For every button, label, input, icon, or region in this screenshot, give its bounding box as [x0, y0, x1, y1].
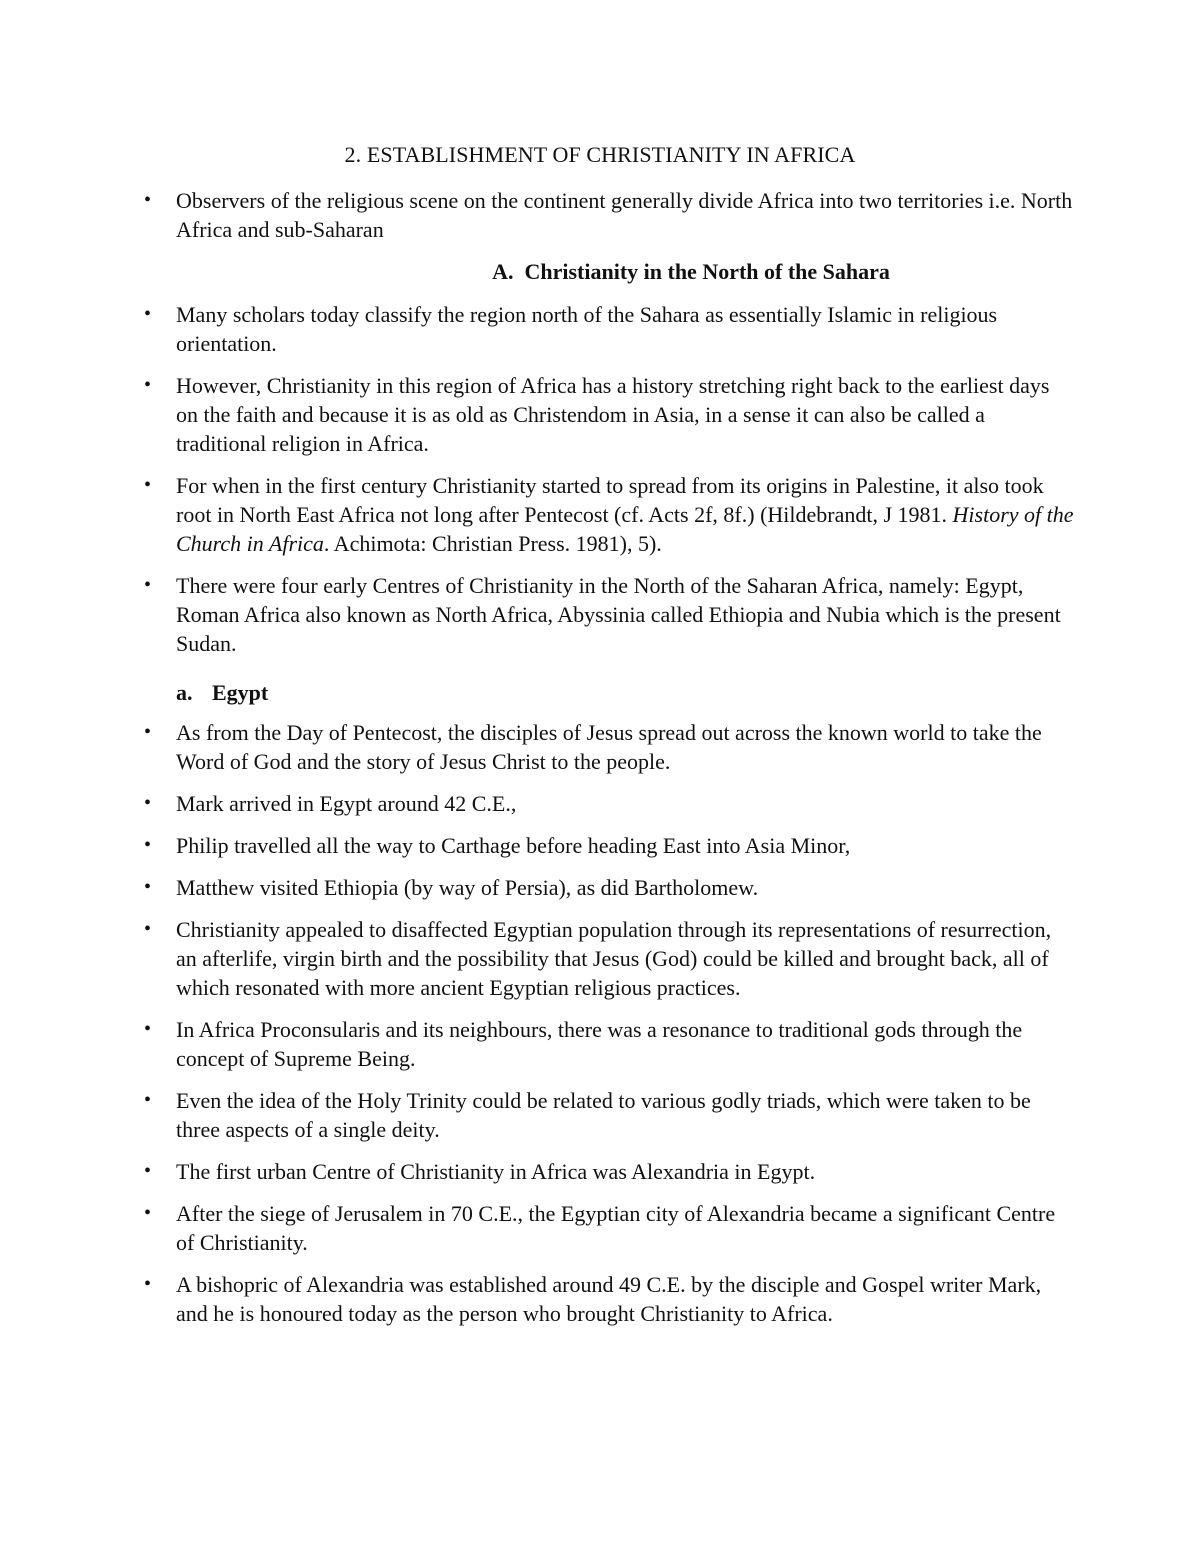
bullet-icon: •	[144, 1273, 152, 1295]
bullet-icon: •	[144, 834, 152, 856]
bullet-text: There were four early Centres of Christianity in the North of the Saharan Africa, namely: Egypt, Roman Africa also known as North Africa, Abyssinia called Ethiopia and Nubia which is the present Sudan.	[176, 573, 1061, 656]
bullet-text: After the siege of Jerusalem in 70 C.E., the Egyptian city of Alexandria became a significant Centre of Christianity.	[176, 1201, 1056, 1255]
bullet-text: In Africa Proconsularis and its neighbours, there was a resonance to traditional gods through the concept of Supreme Being.	[176, 1017, 1023, 1071]
bullet-text: Philip travelled all the way to Carthage before heading East into Asia Minor,	[176, 833, 851, 858]
bullet-item	[144, 789, 1076, 818]
bullet-item	[144, 831, 1076, 860]
bullet-text: Mark arrived in Egypt around 42 C.E.,	[176, 791, 517, 816]
bullet-item	[144, 915, 1076, 1002]
bullet-text: The first urban Centre of Christianity in Africa was Alexandria in Egypt.	[176, 1159, 816, 1184]
bullet-text: As from the Day of Pentecost, the disciples of Jesus spread out across the known world to take the Word of God and the story of Jesus Christ to the people.	[176, 720, 1042, 774]
bullet-text: Even the idea of the Holy Trinity could be related to various godly triads, which were taken to be three aspects of a single deity.	[176, 1088, 1031, 1142]
bullet-text: Christianity appealed to disaffected Egyptian population through its representations of resurrection, an afterlife, virgin birth and the possibility that Jesus (God) could be killed and brought back, all of which resonated with more ancient Egyptian religious practices.	[176, 917, 1052, 1000]
citation-book-title: History of the Church in Africa	[176, 502, 1074, 556]
bullet-item	[144, 1015, 1076, 1073]
subsection-label: a.	[176, 680, 193, 705]
bullet-item	[144, 1086, 1076, 1144]
bullet-item	[144, 1199, 1076, 1257]
bullet-icon: •	[144, 918, 152, 940]
section-heading	[176, 257, 1076, 287]
bullet-icon: •	[144, 574, 152, 596]
bullet-text: Many scholars today classify the region north of the Sahara as essentially Islamic in religious orientation.	[176, 302, 998, 356]
subsection-title: Egypt	[212, 680, 269, 705]
bullet-icon: •	[144, 374, 152, 396]
bullet-icon: •	[144, 792, 152, 814]
document-title: 2. ESTABLISHMENT OF CHRISTIANITY IN AFRICA	[344, 142, 856, 167]
bullet-icon: •	[144, 303, 152, 325]
bullet-item	[144, 371, 1076, 458]
subsection-heading	[176, 678, 1076, 708]
bullet-icon: •	[144, 1089, 152, 1111]
bullet-icon: •	[144, 721, 152, 743]
bullet-item	[144, 1157, 1076, 1186]
section-title: Christianity in the North of the Sahara	[524, 259, 890, 284]
bullet-icon: •	[144, 189, 152, 211]
bullet-text: Matthew visited Ethiopia (by way of Persia), as did Bartholomew.	[176, 875, 759, 900]
citation-text-after: . Achimota: Christian Press. 1981), 5).	[323, 531, 662, 556]
bullet-icon: •	[144, 1160, 152, 1182]
document-body	[144, 186, 1076, 1341]
bullet-text: A bishopric of Alexandria was established around 49 C.E. by the disciple and Gospel writer Mark, and he is honoured today as the person who brought Christianity to Africa.	[176, 1272, 1042, 1326]
bullet-text	[176, 473, 1074, 556]
bullet-icon: •	[144, 876, 152, 898]
bullet-item	[144, 186, 1076, 244]
bullet-text: However, Christianity in this region of Africa has a history stretching right back to the earliest days on the faith and because it is as old as Christendom in Asia, in a sense it can also be called a traditional religion in Africa.	[176, 373, 1050, 456]
bullet-icon: •	[144, 1202, 152, 1224]
bullet-item	[144, 300, 1076, 358]
bullet-icon: •	[144, 1018, 152, 1040]
bullet-icon: •	[144, 474, 152, 496]
bullet-text: Observers of the religious scene on the continent generally divide Africa into two territories i.e. North Africa and sub-Saharan	[176, 188, 1073, 242]
citation-text-before: For when in the first century Christianity started to spread from its origins in Palestine, it also took root in North East Africa not long after Pentecost (cf. Acts 2f, 8f.) (Hildebrandt, J 1981.	[176, 473, 1044, 527]
bullet-item	[144, 1270, 1076, 1328]
bullet-item	[144, 873, 1076, 902]
bullet-item	[144, 471, 1076, 558]
bullet-item	[144, 718, 1076, 776]
bullet-item	[144, 571, 1076, 658]
section-label: A.	[492, 259, 514, 284]
